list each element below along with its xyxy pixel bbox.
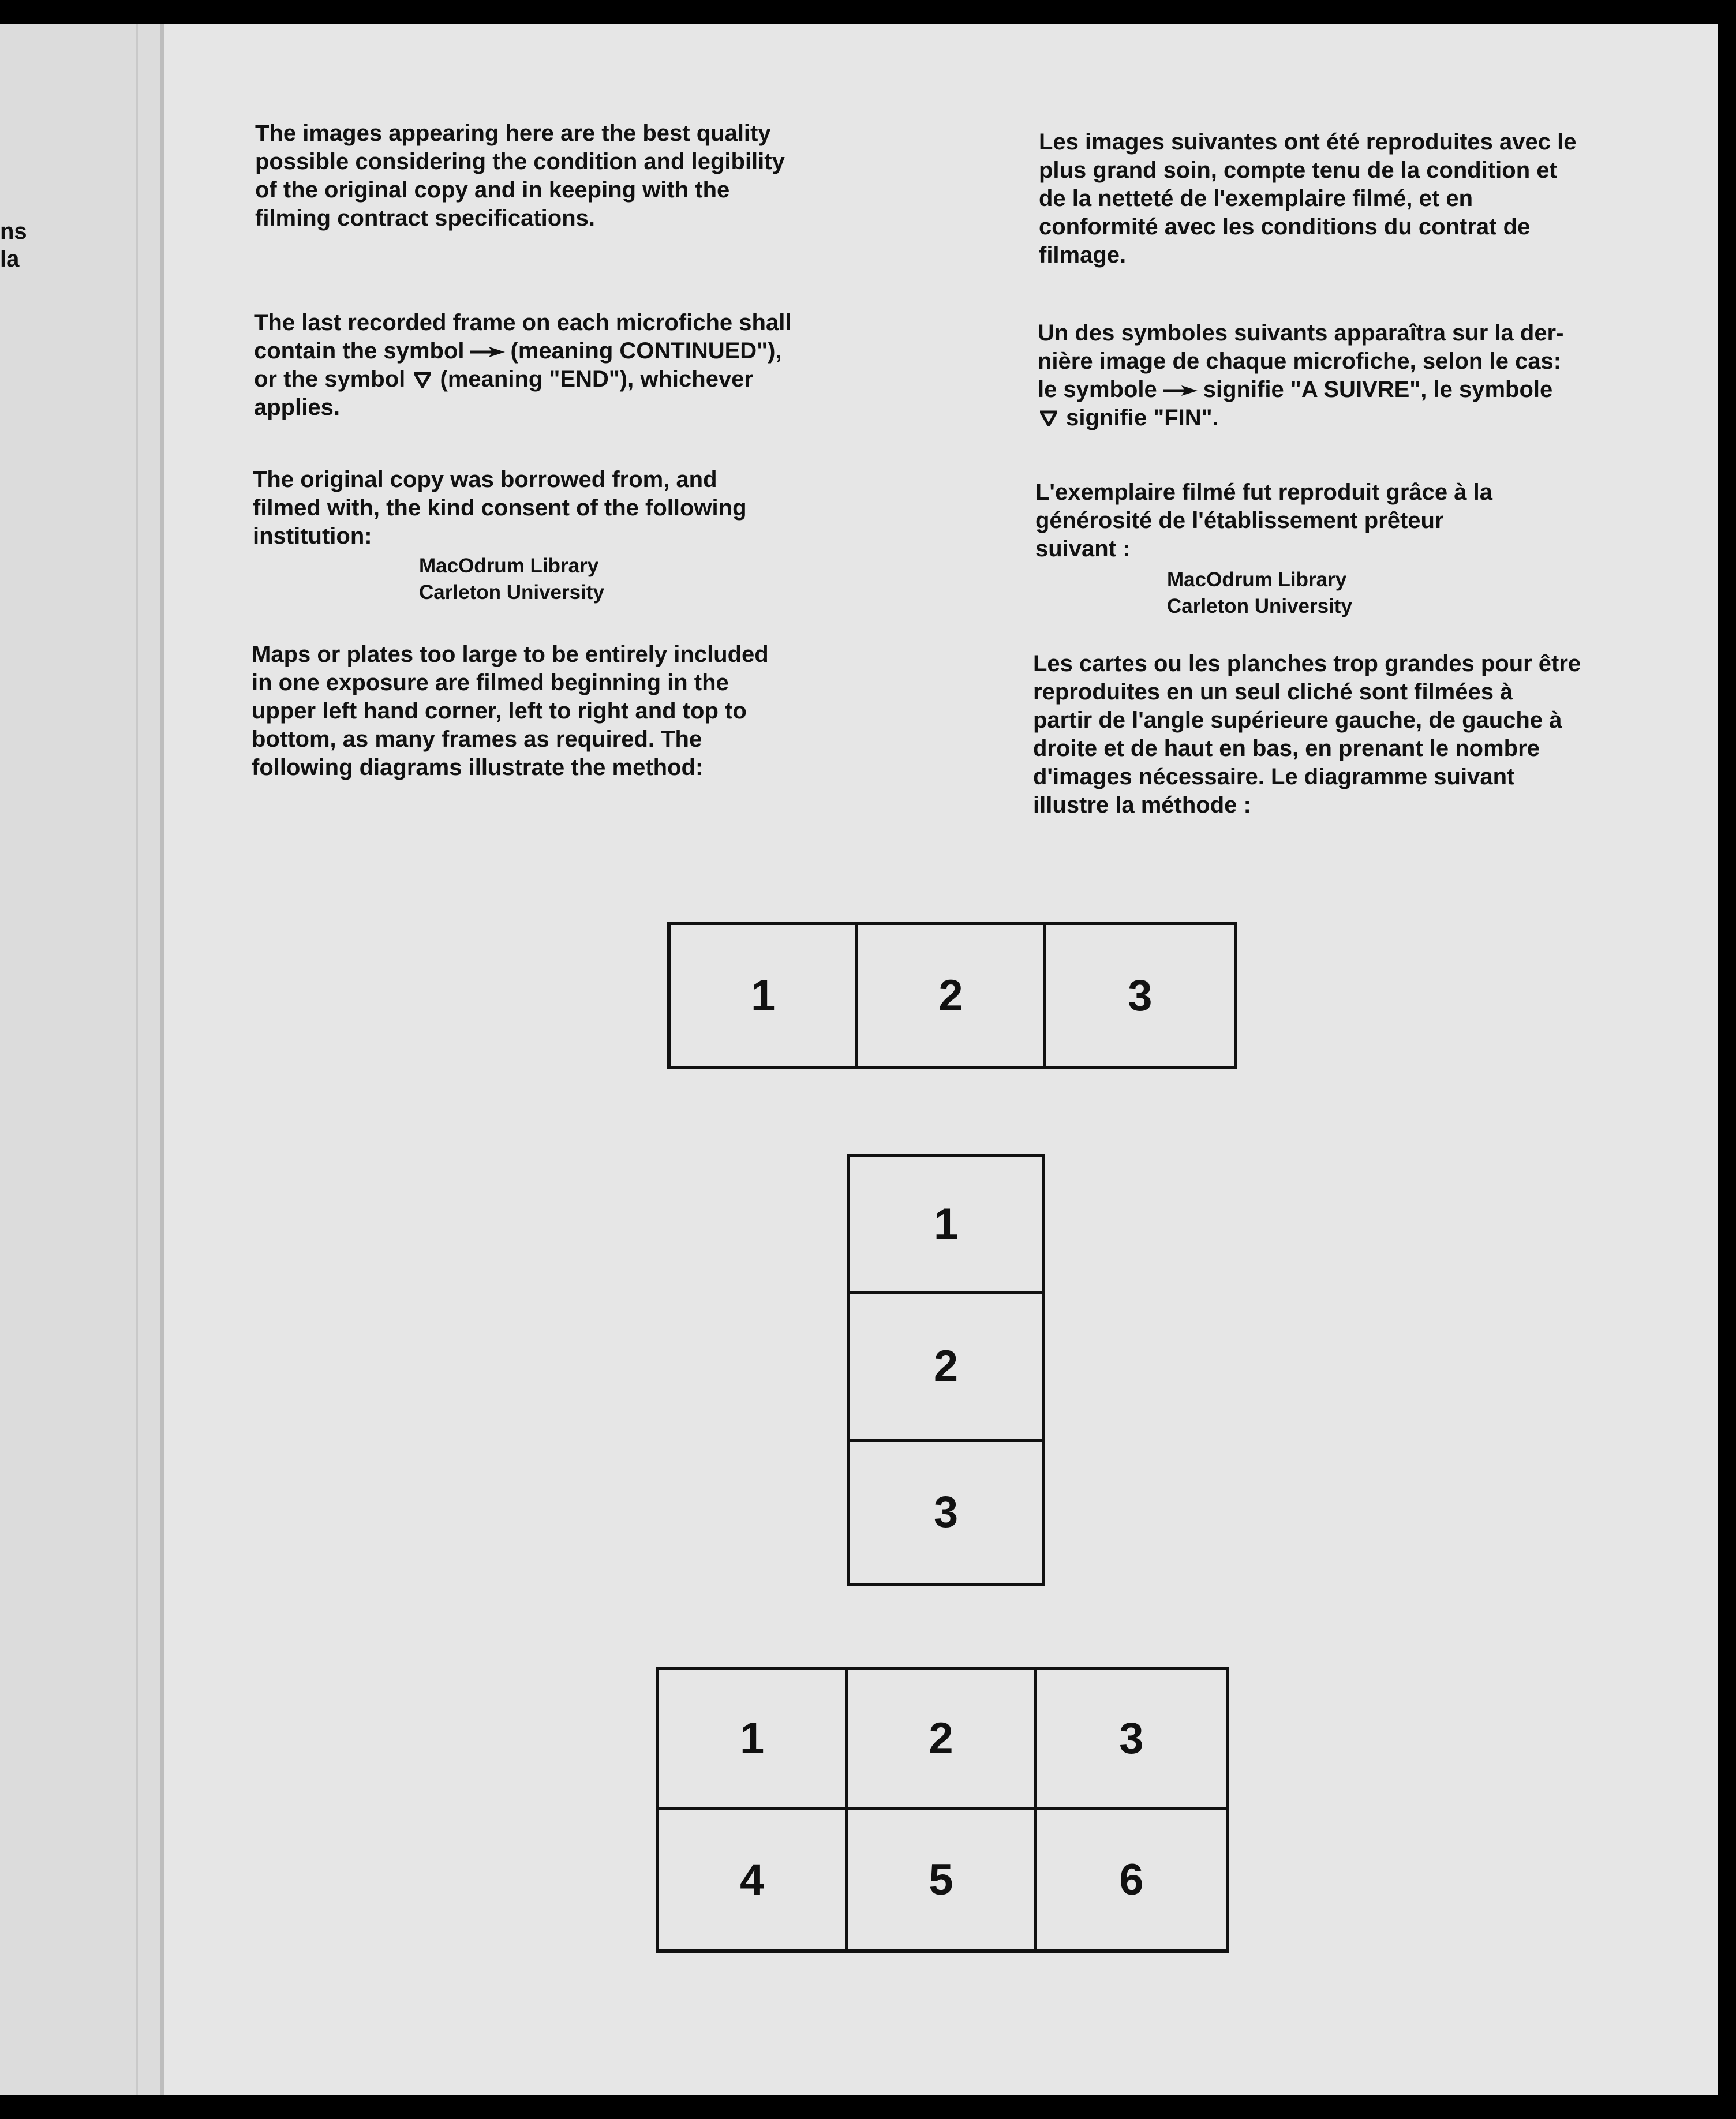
frame-cell: 5 [848, 1810, 1037, 1949]
french-lender-paragraph: L'exemplaire filmé fut reproduit grâce à la générosité de l'établissement prêteur suivant : [1035, 480, 1492, 561]
frame-cell: 3 [1128, 971, 1153, 1020]
frame-cell: 4 [659, 1810, 848, 1949]
top-border [0, 0, 1736, 24]
frame-cell: 2 [850, 1294, 1042, 1442]
adjacent-page-fragment: ns [0, 219, 27, 244]
page-edge [160, 24, 164, 2095]
english-symbol-paragraph: The last recorded frame on each microfiche shall contain the symbol (meaning CONTINUED"), or the symbol (meaning "END"), whichever applies. [254, 310, 792, 420]
frame-cell: 1 [850, 1157, 1042, 1294]
frame-cell: 3 [1037, 1670, 1226, 1810]
frame-cell: 3 [933, 1487, 959, 1537]
frame-cell: 2 [848, 1670, 1037, 1810]
english-institution-name: MacOdrum Library Carleton University [419, 555, 604, 604]
triangle-down-icon [1040, 410, 1057, 426]
arrow-icon [469, 346, 506, 358]
frame-cell: 1 [671, 925, 858, 1066]
page-fold-line [136, 24, 138, 2095]
frame-cell: 1 [659, 1670, 848, 1810]
frame-cell: 2 [858, 925, 1046, 1066]
adjacent-page-strip [0, 24, 163, 2095]
diagram-grid-frames [656, 1667, 1229, 1953]
english-quality-paragraph: The images appearing here are the best quality possible considering the condition and legibility of the original copy and in keeping with the filming contract specifications. [255, 121, 785, 231]
arrow-icon [1162, 384, 1199, 397]
french-quality-paragraph: Les images suivantes ont été reproduites avec le plus grand soin, compte tenu de la condition et de la netteté de l'exemplaire filmé, et en conformité avec les conditions du contrat de filmage. [1039, 129, 1577, 268]
english-lender-paragraph: The original copy was borrowed from, and filmed with, the kind consent of the following institution: [253, 467, 747, 549]
diagram-horizontal-frames [667, 922, 1237, 1069]
diagram-vertical-frames [847, 1154, 1045, 1586]
french-symbol-paragraph: Un des symboles suivants apparaîtra sur la der- nière image de chaque microfiche, selon le cas: le symbole signifie "A SUIVRE", le symbole signifie "FIN". [1038, 320, 1564, 430]
english-maps-paragraph: Maps or plates too large to be entirely included in one exposure are filmed beginning in the upper left hand corner, left to right and top to bottom, as many frames as required. The following diagrams illustrate the method: [252, 642, 769, 780]
french-institution-name: MacOdrum Library Carleton University [1167, 568, 1352, 617]
french-maps-paragraph: Les cartes ou les planches trop grandes pour être reproduites en un seul cliché sont filmées à partir de l'angle supérieure gauche, de gauche à droite et de haut en bas, en prenant le nombre d'images nécessaire. Le diagramme suivant illustre la méthode : [1033, 651, 1581, 818]
bottom-border [0, 2095, 1736, 2119]
frame-cell: 6 [1119, 1855, 1144, 1904]
right-border [1718, 0, 1736, 2119]
adjacent-page-fragment: la [0, 246, 20, 272]
triangle-down-icon [414, 372, 431, 388]
